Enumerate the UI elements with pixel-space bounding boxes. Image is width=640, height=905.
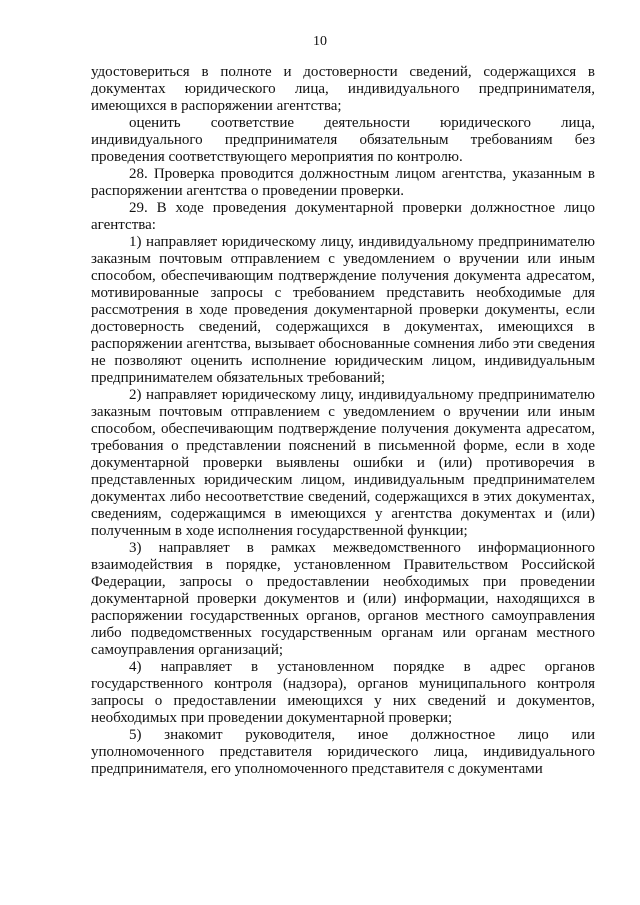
page-number: 10: [313, 34, 327, 49]
paragraph: оценить соответствие деятельности юридического лица, индивидуального предпринимателя обязательным требованиям без проведения соответствующего мероприятия по контролю.: [91, 115, 595, 165]
paragraph: 3) направляет в рамках межведомственного информационного взаимодействия в порядке, установленном Правительством Российской Федерации, запросы о предоставлении необходимых при проведении документарной проверки документов и (или) информации, находящихся в распоряжении государственных органов, органов местного самоуправления либо подведомственных государственным органам или органам местного самоуправления организаций;: [91, 540, 595, 658]
paragraph: 29. В ходе проведения документарной проверки должностное лицо агентства:: [91, 200, 595, 233]
paragraph: удостовериться в полноте и достоверности сведений, содержащихся в документах юридического лица, индивидуального предпринимателя, имеющихся в распоряжении агентства;: [91, 64, 595, 114]
paragraph: 5) знакомит руководителя, иное должностное лицо или уполномоченного представителя юридического лица, индивидуального предпринимателя, его уполномоченного представителя с документами: [91, 727, 595, 777]
paragraph: 1) направляет юридическому лицу, индивидуальному предпринимателю заказным почтовым отправлением с уведомлением о вручении или иным способом, обеспечивающим подтверждение получения документа адресатом, мотивированные запросы с требованием представить необходимые для рассмотрения в ходе проведения документарной проверки документы, если достоверность сведений, содержащихся в документах, имеющихся в распоряжении агентства, вызывает обоснованные сомнения либо эти сведения не позволяют оценить исполнение юридическим лицом, индивидуальным предпринимателем обязательных требований;: [91, 234, 595, 386]
document-body: [91, 64, 595, 778]
paragraph: 4) направляет в установленном порядке в адрес органов государственного контроля (надзора), органов муниципального контроля запросы о предоставлении имеющихся у них сведений и документов, необходимых при проведении документарной проверки;: [91, 659, 595, 726]
paragraph: 2) направляет юридическому лицу, индивидуальному предпринимателю заказным почтовым отправлением с уведомлением о вручении или иным способом, обеспечивающим подтверждение получения документа адресатом, требования о представлении пояснений в письменной форме, если в ходе документарной проверки выявлены ошибки и (или) противоречия в представленных юридическим лицом, индивидуальным предпринимателем документах либо несоответствие сведений, содержащихся в этих документах, сведениям, содержащимся в имеющихся у агентства документах и (или) полученным в ходе исполнения государственной функции;: [91, 387, 595, 539]
paragraph: 28. Проверка проводится должностным лицом агентства, указанным в распоряжении агентства о проведении проверки.: [91, 166, 595, 199]
